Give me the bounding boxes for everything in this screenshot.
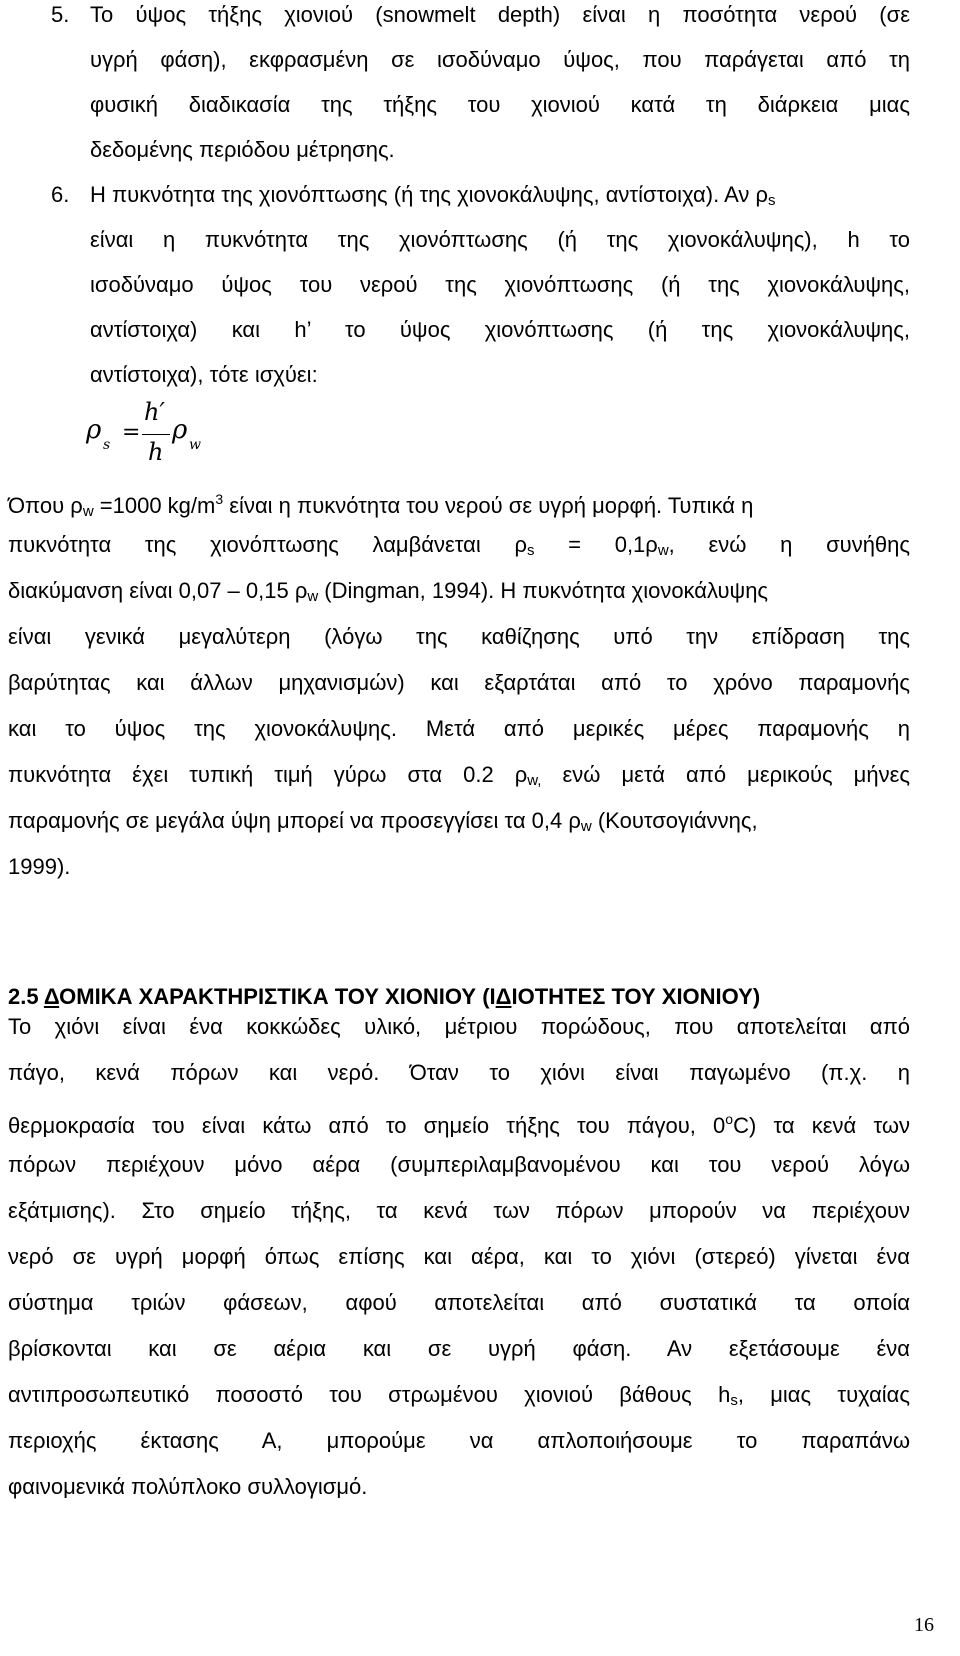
density-line-3: διακύμανση είναι 0,07 – 0,15 ρw (Dingman, 1994). Η πυκνότητα χιονοκάλυψης <box>8 578 769 605</box>
item5-line-1: Το ύψος τήξης χιονιού (snowmelt depth) είναι η ποσότητα νερού (σε <box>90 2 910 27</box>
section-heading: 2.5 ΔΟΜΙΚΑ ΧΑΡΑΚΤΗΡΙΣΤΙΚΑ ΤΟΥ ΧΙΟΝΙΟΥ (ΙΔΙΟΤΗΤΕΣ ΤΟΥ ΧΙΟΝΙΟΥ) <box>8 984 761 1009</box>
density-line-5: βαρύτητας και άλλων μηχανισμών) και εξαρτάται από το χρόνο παραμονής <box>8 670 910 695</box>
formula-denominator: h <box>148 438 164 466</box>
formula-rhs-sub: w <box>189 437 201 453</box>
item6-line-3: ισοδύναμο ύψος του νερού της χιονόπτωσης (ή της χιονοκάλυψης, <box>90 272 910 297</box>
density-line-8: παραμονής σε μεγάλα ύψη μπορεί να προσεγγίσει τα 0,4 ρw (Κουτσογιάννης, <box>8 808 758 835</box>
item5-line-4: δεδομένης περιόδου μέτρησης. <box>90 137 395 162</box>
density-line-2: πυκνότητα της χιονόπτωσης λαμβάνεται ρs = 0,1ρw, ενώ η συνήθης <box>8 532 910 559</box>
item6-line-1: Η πυκνότητα της χιονόπτωσης (ή της χιονοκάλυψης, αντίστοιχα). Αν ρs <box>90 182 776 209</box>
formula-lhs-sub: s <box>103 437 111 453</box>
structure-line-3: θερμοκρασία του είναι κάτω από το σημείο τήξης του πάγου, 0$^o$C) τα κενά των <box>8 1111 910 1138</box>
structure-line-4: πόρων περιέχουν μόνο αέρα (συμπεριλαμβανομένου και του νερού λόγω <box>8 1152 910 1177</box>
density-line-7: πυκνότητα έχει τυπική τιμή γύρω στα 0.2 ρw, ενώ μετά από μερικούς μήνες <box>8 762 910 789</box>
page-number: 16 <box>914 1614 934 1636</box>
fraction-bar <box>142 434 170 435</box>
structure-line-10: περιοχής έκτασης Α, μπορούμε να απλοποιήσουμε το παραπάνω <box>8 1428 910 1453</box>
density-line-6: και το ύψος της χιονοκάλυψης. Μετά από μερικές μέρες παραμονής η <box>8 716 910 741</box>
structure-line-11: φαινομενικά πολύπλοκο συλλογισμό. <box>8 1474 368 1499</box>
density-formula <box>86 398 216 473</box>
item6-line-5: αντίστοιχα), τότε ισχύει: <box>90 362 318 387</box>
item5-line-3: φυσική διαδικασία της τήξης του χιονιού κατά τη διάρκεια μιας <box>90 92 910 117</box>
item5-number: 5. <box>51 2 70 27</box>
structure-line-9: αντιπροσωπευτικό ποσοστό του στρωμένου χιονιού βάθους hs, μιας τυχαίας <box>8 1382 911 1409</box>
density-line-1: Όπου ρw =1000 $kg/m^3$ είναι η πυκνότητα του νερού σε υγρή μορφή. Τυπικά η <box>8 491 754 520</box>
formula-equals: = <box>122 420 141 445</box>
structure-line-8: βρίσκονται και σε αέρια και σε υγρή φάση. Αν εξετάσουμε ένα <box>8 1336 910 1361</box>
structure-line-7: σύστημα τριών φάσεων, αφού αποτελείται από συστατικά τα οποία <box>8 1290 910 1315</box>
structure-line-1: Το χιόνι είναι ένα κοκκώδες υλικό, μέτριου πορώδους, που αποτελείται από <box>8 1014 910 1039</box>
structure-line-2: πάγο, κενά πόρων και νερό. Όταν το χιόνι είναι παγωμένο (π.χ. η <box>8 1060 910 1085</box>
structure-line-5: εξάτμισης). Στο σημείο τήξης, τα κενά των πόρων μπορούν να περιέχουν <box>8 1198 910 1223</box>
item6-line-4: αντίστοιχα) και h’ το ύψος χιονόπτωσης (ή της χιονοκάλυψης, <box>90 317 910 342</box>
item6-number: 6. <box>51 182 70 207</box>
formula-lhs: ρ <box>86 415 102 445</box>
item6-line-2: είναι η πυκνότητα της χιονόπτωσης (ή της χιονοκάλυψης), h το <box>90 227 910 252</box>
item5-line-2: υγρή φάση), εκφρασμένη σε ισοδύναμο ύψος, που παράγεται από τη <box>90 47 910 72</box>
structure-line-6: νερό σε υγρή μορφή όπως επίσης και αέρα, και το χιόνι (στερεό) γίνεται ένα <box>8 1244 910 1269</box>
formula-numerator: h′ <box>144 398 165 426</box>
density-line-9: 1999). <box>8 854 71 879</box>
density-line-4: είναι γενικά μεγαλύτερη (λόγω της καθίζησης υπό την επίδραση της <box>8 624 910 649</box>
formula-rhs: ρ <box>172 415 188 445</box>
